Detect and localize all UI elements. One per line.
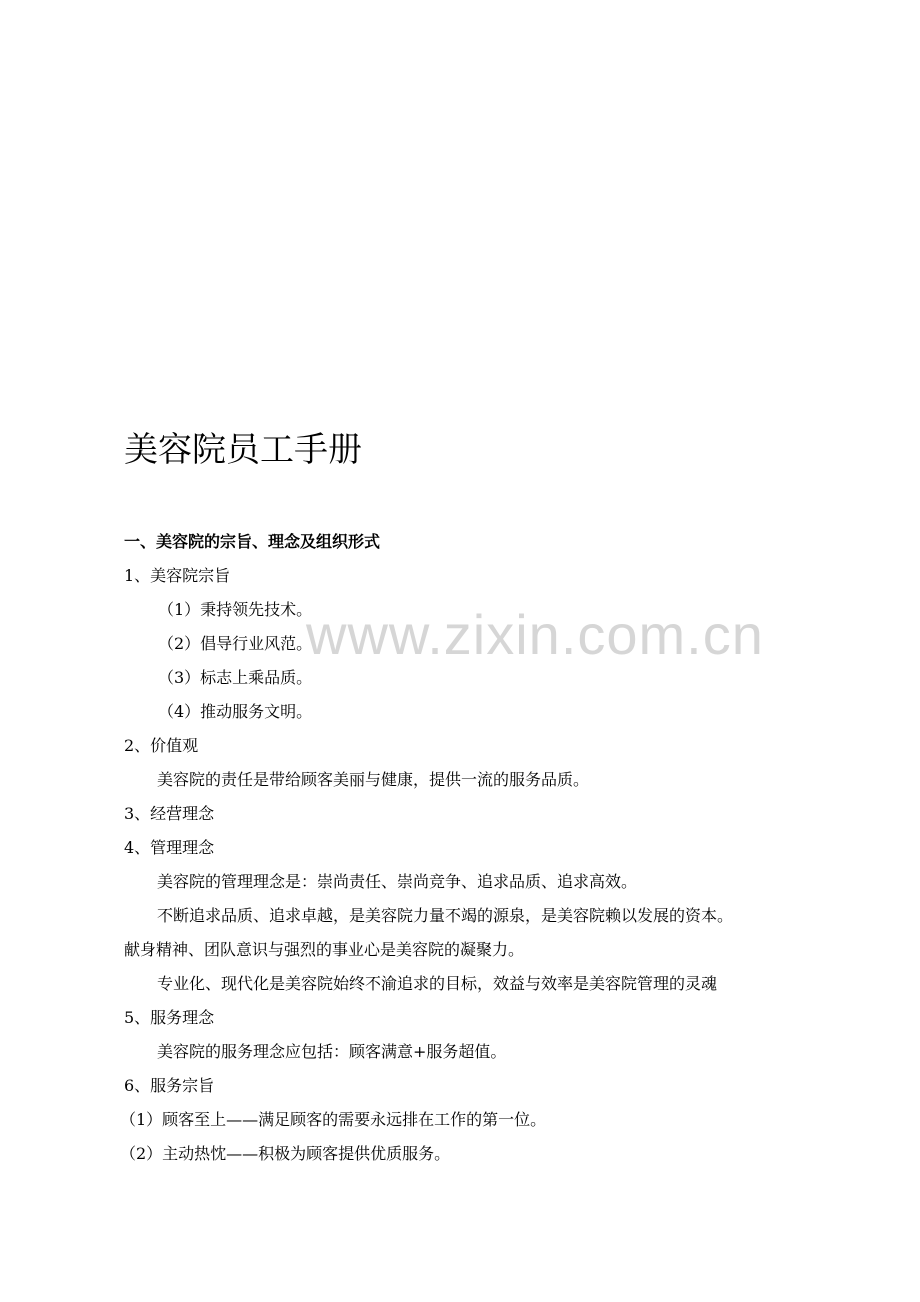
list-item: （4）推动服务文明。 (158, 702, 313, 721)
list-item: （3）标志上乘品质。 (158, 668, 313, 687)
item-heading-1: 1、美容院宗旨 (124, 566, 231, 585)
item-heading-4: 4、管理理念 (124, 838, 215, 857)
item-heading-5: 5、服务理念 (124, 1008, 215, 1027)
paragraph: 献身精神、团队意识与强烈的事业心是美容院的凝聚力。 (124, 940, 525, 959)
list-item: （1）秉持领先技术。 (158, 600, 313, 619)
item-heading-2: 2、价值观 (124, 736, 199, 755)
paragraph: 美容院的管理理念是：崇尚责任、崇尚竞争、追求品质、追求高效。 (157, 872, 638, 891)
list-item: （2）倡导行业风范。 (158, 634, 313, 653)
list-item: （1）顾客至上——满足顾客的需要永远排在工作的第一位。 (120, 1110, 547, 1129)
item-heading-3: 3、经营理念 (124, 804, 215, 823)
watermark: www.zixin.com.cn (306, 603, 764, 666)
paragraph: 不断追求品质、追求卓越，是美容院力量不竭的源泉，是美容院赖以发展的资本。 (157, 906, 734, 925)
list-item: （2）主动热忱——积极为顾客提供优质服务。 (120, 1144, 451, 1163)
paragraph: 专业化、现代化是美容院始终不渝追求的目标，效益与效率是美容院管理的灵魂 (157, 974, 718, 993)
document-title: 美容院员工手册 (124, 430, 362, 470)
section-heading: 一、美容院的宗旨、理念及组织形式 (124, 532, 381, 551)
paragraph: 美容院的责任是带给顾客美丽与健康，提供一流的服务品质。 (157, 770, 590, 789)
paragraph: 美容院的服务理念应包括：顾客满意+服务超值。 (157, 1042, 507, 1061)
item-heading-6: 6、服务宗旨 (124, 1076, 215, 1095)
